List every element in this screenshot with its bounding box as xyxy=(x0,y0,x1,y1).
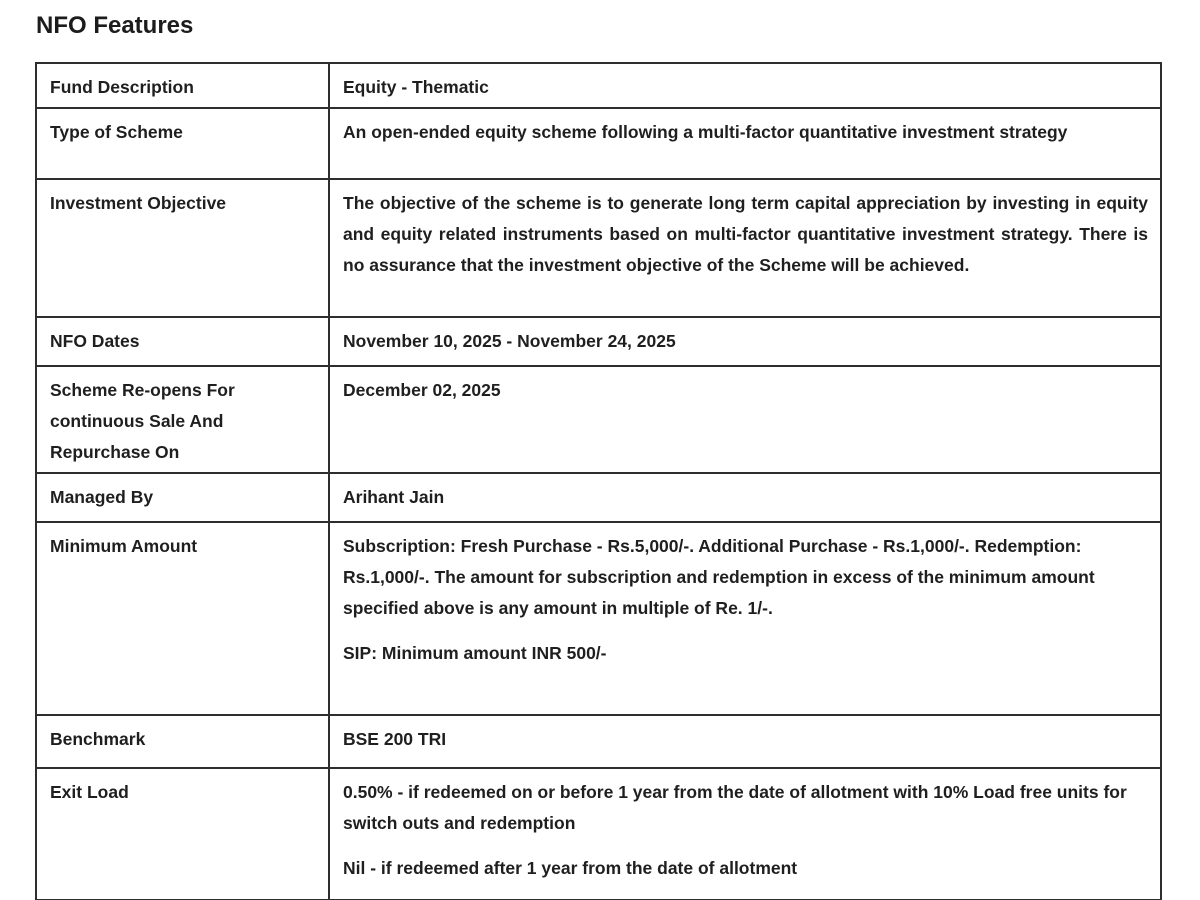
table-body xyxy=(36,63,1161,900)
table-row xyxy=(36,473,1161,522)
row-value xyxy=(329,768,1161,900)
table-row xyxy=(36,179,1161,317)
table-row xyxy=(36,366,1161,473)
row-value xyxy=(329,522,1161,715)
value-paragraph: December 02, 2025 xyxy=(343,380,501,400)
page-title: NFO Features xyxy=(36,12,194,39)
nfo-features-table xyxy=(35,62,1162,900)
value-paragraph: SIP: Minimum amount INR 500/- xyxy=(343,643,607,663)
row-value xyxy=(329,715,1161,768)
row-label: Investment Objective xyxy=(36,179,329,317)
row-label: Type of Scheme xyxy=(36,108,329,179)
row-value xyxy=(329,317,1161,366)
value-paragraph: The objective of the scheme is to generate long term capital appreciation by investing in equity and equity related instruments based on multi-factor quantitative investment strategy. There is no assurance that the investment objective of the Scheme will be achieved. xyxy=(343,193,1148,275)
row-label: Scheme Re-opens For continuous Sale And Repurchase On xyxy=(36,366,329,473)
row-label: Fund Description xyxy=(36,63,329,108)
row-label: Managed By xyxy=(36,473,329,522)
row-label: Minimum Amount xyxy=(36,522,329,715)
value-paragraph: Nil - if redeemed after 1 year from the date of allotment xyxy=(343,858,798,878)
row-label: Benchmark xyxy=(36,715,329,768)
table-row xyxy=(36,63,1161,108)
value-paragraph: Equity - Thematic xyxy=(343,77,489,97)
table-row xyxy=(36,768,1161,900)
value-paragraph: BSE 200 TRI xyxy=(343,729,447,749)
value-paragraph: 0.50% - if redeemed on or before 1 year from the date of allotment with 10% Load free units for switch outs and redemption xyxy=(343,782,1127,833)
row-value xyxy=(329,108,1161,179)
row-value xyxy=(329,63,1161,108)
table-row xyxy=(36,108,1161,179)
row-label: NFO Dates xyxy=(36,317,329,366)
table-row xyxy=(36,317,1161,366)
value-paragraph: Arihant Jain xyxy=(343,487,445,507)
value-paragraph: November 10, 2025 - November 24, 2025 xyxy=(343,331,676,351)
row-value xyxy=(329,473,1161,522)
table-row xyxy=(36,522,1161,715)
value-paragraph: An open-ended equity scheme following a multi-factor quantitative investment strategy xyxy=(343,122,1068,142)
value-paragraph: Subscription: Fresh Purchase - Rs.5,000/-. Additional Purchase - Rs.1,000/-. Redemption: Rs.1,000/-. The amount for subscription and redemption in excess of the minimum amount specified above is any amount in multiple of Re. 1/-. xyxy=(343,536,1095,618)
table-row xyxy=(36,715,1161,768)
row-label: Exit Load xyxy=(36,768,329,900)
row-value xyxy=(329,179,1161,317)
row-value xyxy=(329,366,1161,473)
